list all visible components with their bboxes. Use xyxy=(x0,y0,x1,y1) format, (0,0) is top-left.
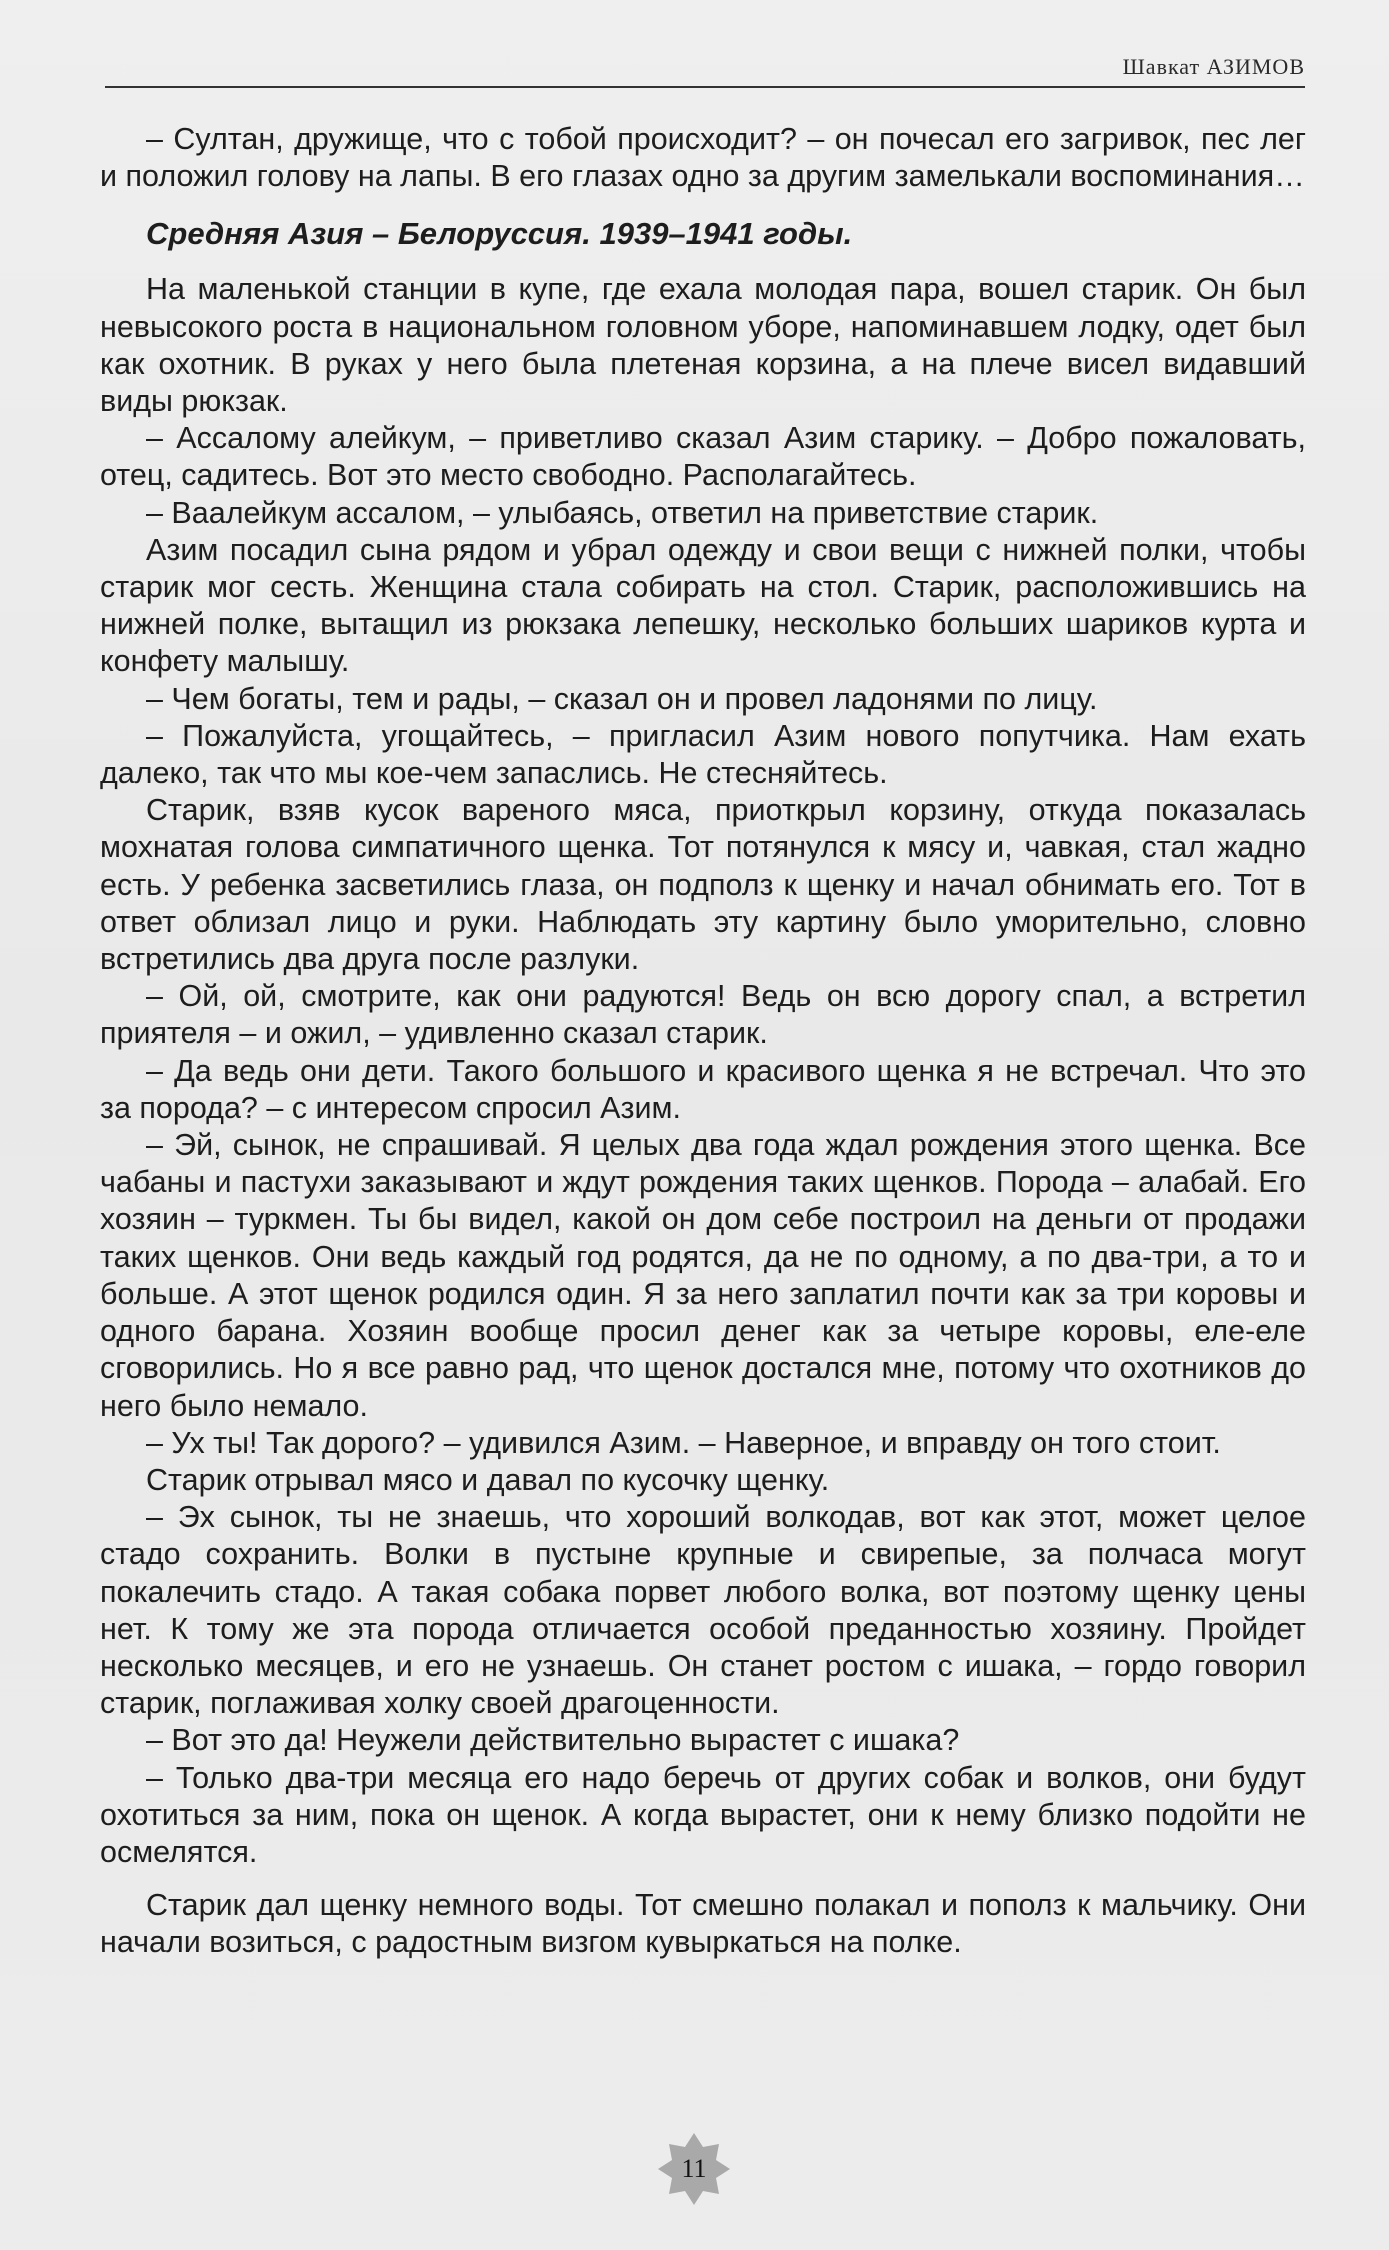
paragraph-gap xyxy=(100,1871,1306,1887)
paragraph: Старик отрывал мясо и давал по кусочку щенку. xyxy=(146,1462,830,1497)
page-body xyxy=(100,121,1306,1962)
paragraph: – Ваалейкум ассалом, – улыбаясь, ответил на приветствие старик. xyxy=(146,495,1099,530)
paragraph: Азим посадил сына рядом и убрал одежду и свои вещи с нижней полки, чтобы старик мог сесть. Женщина стала собирать на стол. Старик, расположившись на нижней полке, вытащил из рюкзака лепешку, несколько больших шариков курта и конфету малышу. xyxy=(100,532,1306,679)
paragraph: – Вот это да! Неужели действительно вырастет с ишака? xyxy=(146,1723,960,1758)
page-number: 11 xyxy=(681,2154,707,2183)
paragraph: – Чем богаты, тем и рады, – сказал он и провел ладонями по лицу. xyxy=(146,681,1098,716)
paragraph: – Только два-три месяца его надо беречь от других собак и волков, они будут охотиться за ним, пока он щенок. А когда вырастет, они к нему близко подойти не осмелятся. xyxy=(100,1760,1306,1869)
paragraph: – Ассалому алейкум, – приветливо сказал Азим старику. – Добро пожаловать, отец, садитесь. Вот это место свободно. Располагайтесь. xyxy=(100,421,1306,493)
paragraph: – Да ведь они дети. Такого большого и красивого щенка я не встречал. Что это за порода? – с интересом спросил Азим. xyxy=(100,1053,1306,1125)
page-number-badge xyxy=(656,2131,732,2207)
paragraph: – Эх сынок, ты не знаешь, что хороший волкодав, вот как этот, может целое стадо сохранить. Волки в пустыне крупные и свирепые, за полчаса могут покалечить стадо. А такая собака порвет любого волка, вот поэтому щенку цены нет. К тому же эта порода отличается особой преданностью хозяину. Пройдет несколько месяцев, и его не узнаешь. Он станет ростом с ишака, – гордо говорил старик, поглаживая холку своей драгоценности. xyxy=(100,1500,1306,1721)
paragraph: – Пожалуйста, угощайтесь, – пригласил Азим нового попутчика. Нам ехать далеко, так что мы кое-чем запаслись. Не стесняйтесь. xyxy=(100,718,1306,791)
header-author: Шавкат АЗИМОВ xyxy=(1122,54,1305,79)
paragraph: – Ой, ой, смотрите, как они радуются! Ведь он всю дорогу спал, а встретил приятеля – и ожил, – удивленно сказал старик. xyxy=(100,979,1306,1051)
paragraph: Старик, взяв кусок вареного мяса, приоткрыл корзину, откуда показалась мохнатая голова симпатичного щенка. Тот потянулся к мясу и, чавкая, стал жадно есть. У ребенка засветились глаза, он подполз к щенку и начал обнимать его. Тот в ответ облизал лицо и руки. Наблюдать эту картину было уморительно, словно встретились два друга после разлуки. xyxy=(100,793,1306,977)
paragraph-final: Старик дал щенку немного воды. Тот смешно полакал и пополз к мальчику. Они начали возиться, с радостным визгом кувыркаться на полке. xyxy=(100,1888,1306,1960)
section-heading: Средняя Азия – Белоруссия. 1939–1941 годы. xyxy=(146,216,853,252)
paragraph: – Эй, сынок, не спрашивай. Я целых два года ждал рождения этого щенка. Все чабаны и пастухи заказывают и ждут рождения таких щенков. Порода – алабай. Его хозяин – туркмен. Ты бы видел, какой он дом себе построил на деньги от продажи таких щенков. Они ведь каждый год родятся, да не по одному, а по два-три, а то и больше. А этот щенок родился один. Я за него заплатил почти как за три коровы и одного барана. Хозяин вообще просил денег как за четыре коровы, еле-еле сговорились. Но я все равно рад, что щенок достался мне, потому что охотников до него было немало. xyxy=(100,1128,1306,1423)
paragraph-intro: – Султан, дружище, что с тобой происходит? – он почесал его загривок, пес лег и положил голову на лапы. В его глазах одно за другим замелькали воспоминания… xyxy=(100,122,1306,194)
paragraph: – Ух ты! Так дорого? – удивился Азим. – Наверное, и вправду он того стоит. xyxy=(146,1425,1221,1460)
paragraph: На маленькой станции в купе, где ехала молодая пара, вошел старик. Он был невысокого роста в национальном головном уборе, напоминавшем лодку, одет был как охотник. В руках у него была плетеная корзина, а на плече висел видавший виды рюкзак. xyxy=(100,272,1306,419)
running-header xyxy=(105,44,1305,88)
